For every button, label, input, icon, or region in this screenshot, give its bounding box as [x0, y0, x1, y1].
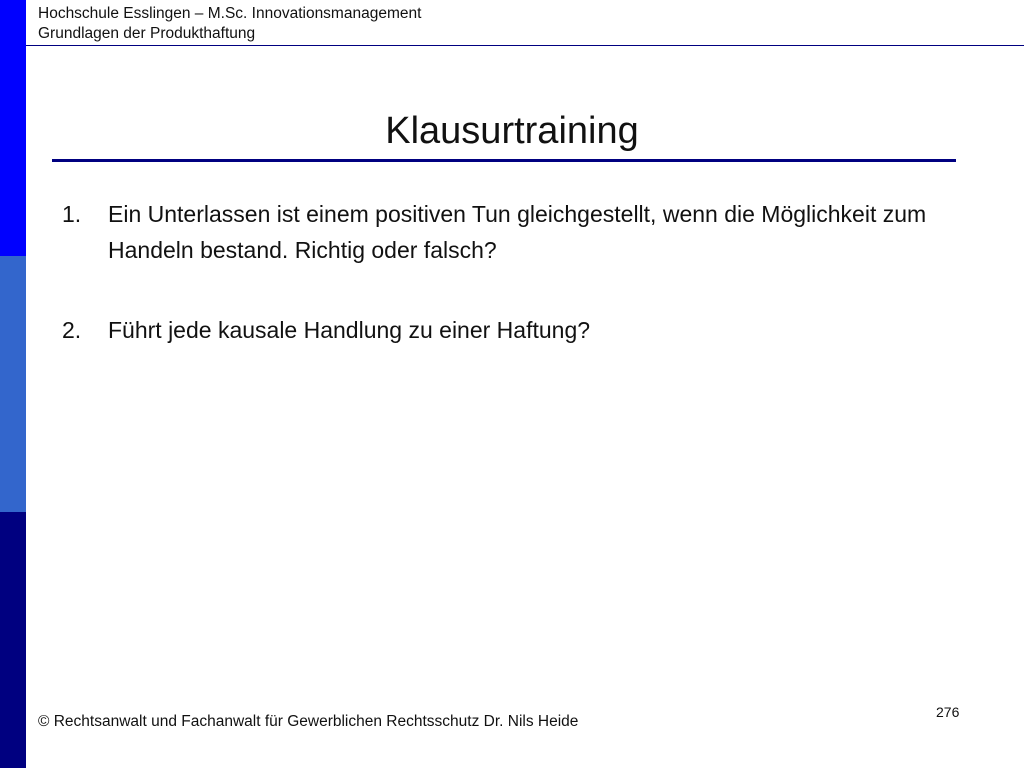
question-list: [62, 196, 962, 392]
question-text: Ein Unterlassen ist einem positiven Tun gleichgestellt, wenn die Möglichkeit zum Handeln bestand. Richtig oder falsch?: [108, 201, 927, 263]
header-institution: Hochschule Esslingen – M.Sc. Innovationsmanagement: [38, 5, 422, 22]
question-number: 1.: [62, 201, 82, 227]
sidebar-segment-middle: [0, 256, 26, 512]
title-underline: [52, 159, 956, 162]
header-course: Grundlagen der Produkthaftung: [38, 25, 256, 42]
question-text: Führt jede kausale Handlung zu einer Haftung?: [108, 317, 591, 343]
footer-copyright: © Rechtsanwalt und Fachanwalt für Gewerblichen Rechtsschutz Dr. Nils Heide: [38, 713, 579, 730]
slide-header: [38, 4, 421, 44]
question-number: 2.: [62, 317, 82, 343]
header-divider: [26, 45, 1024, 46]
slide-title: Klausurtraining: [385, 110, 639, 152]
page-number: 276: [936, 704, 960, 720]
question-item: [62, 312, 962, 348]
question-item: [62, 196, 962, 268]
sidebar-segment-bottom: [0, 512, 26, 768]
